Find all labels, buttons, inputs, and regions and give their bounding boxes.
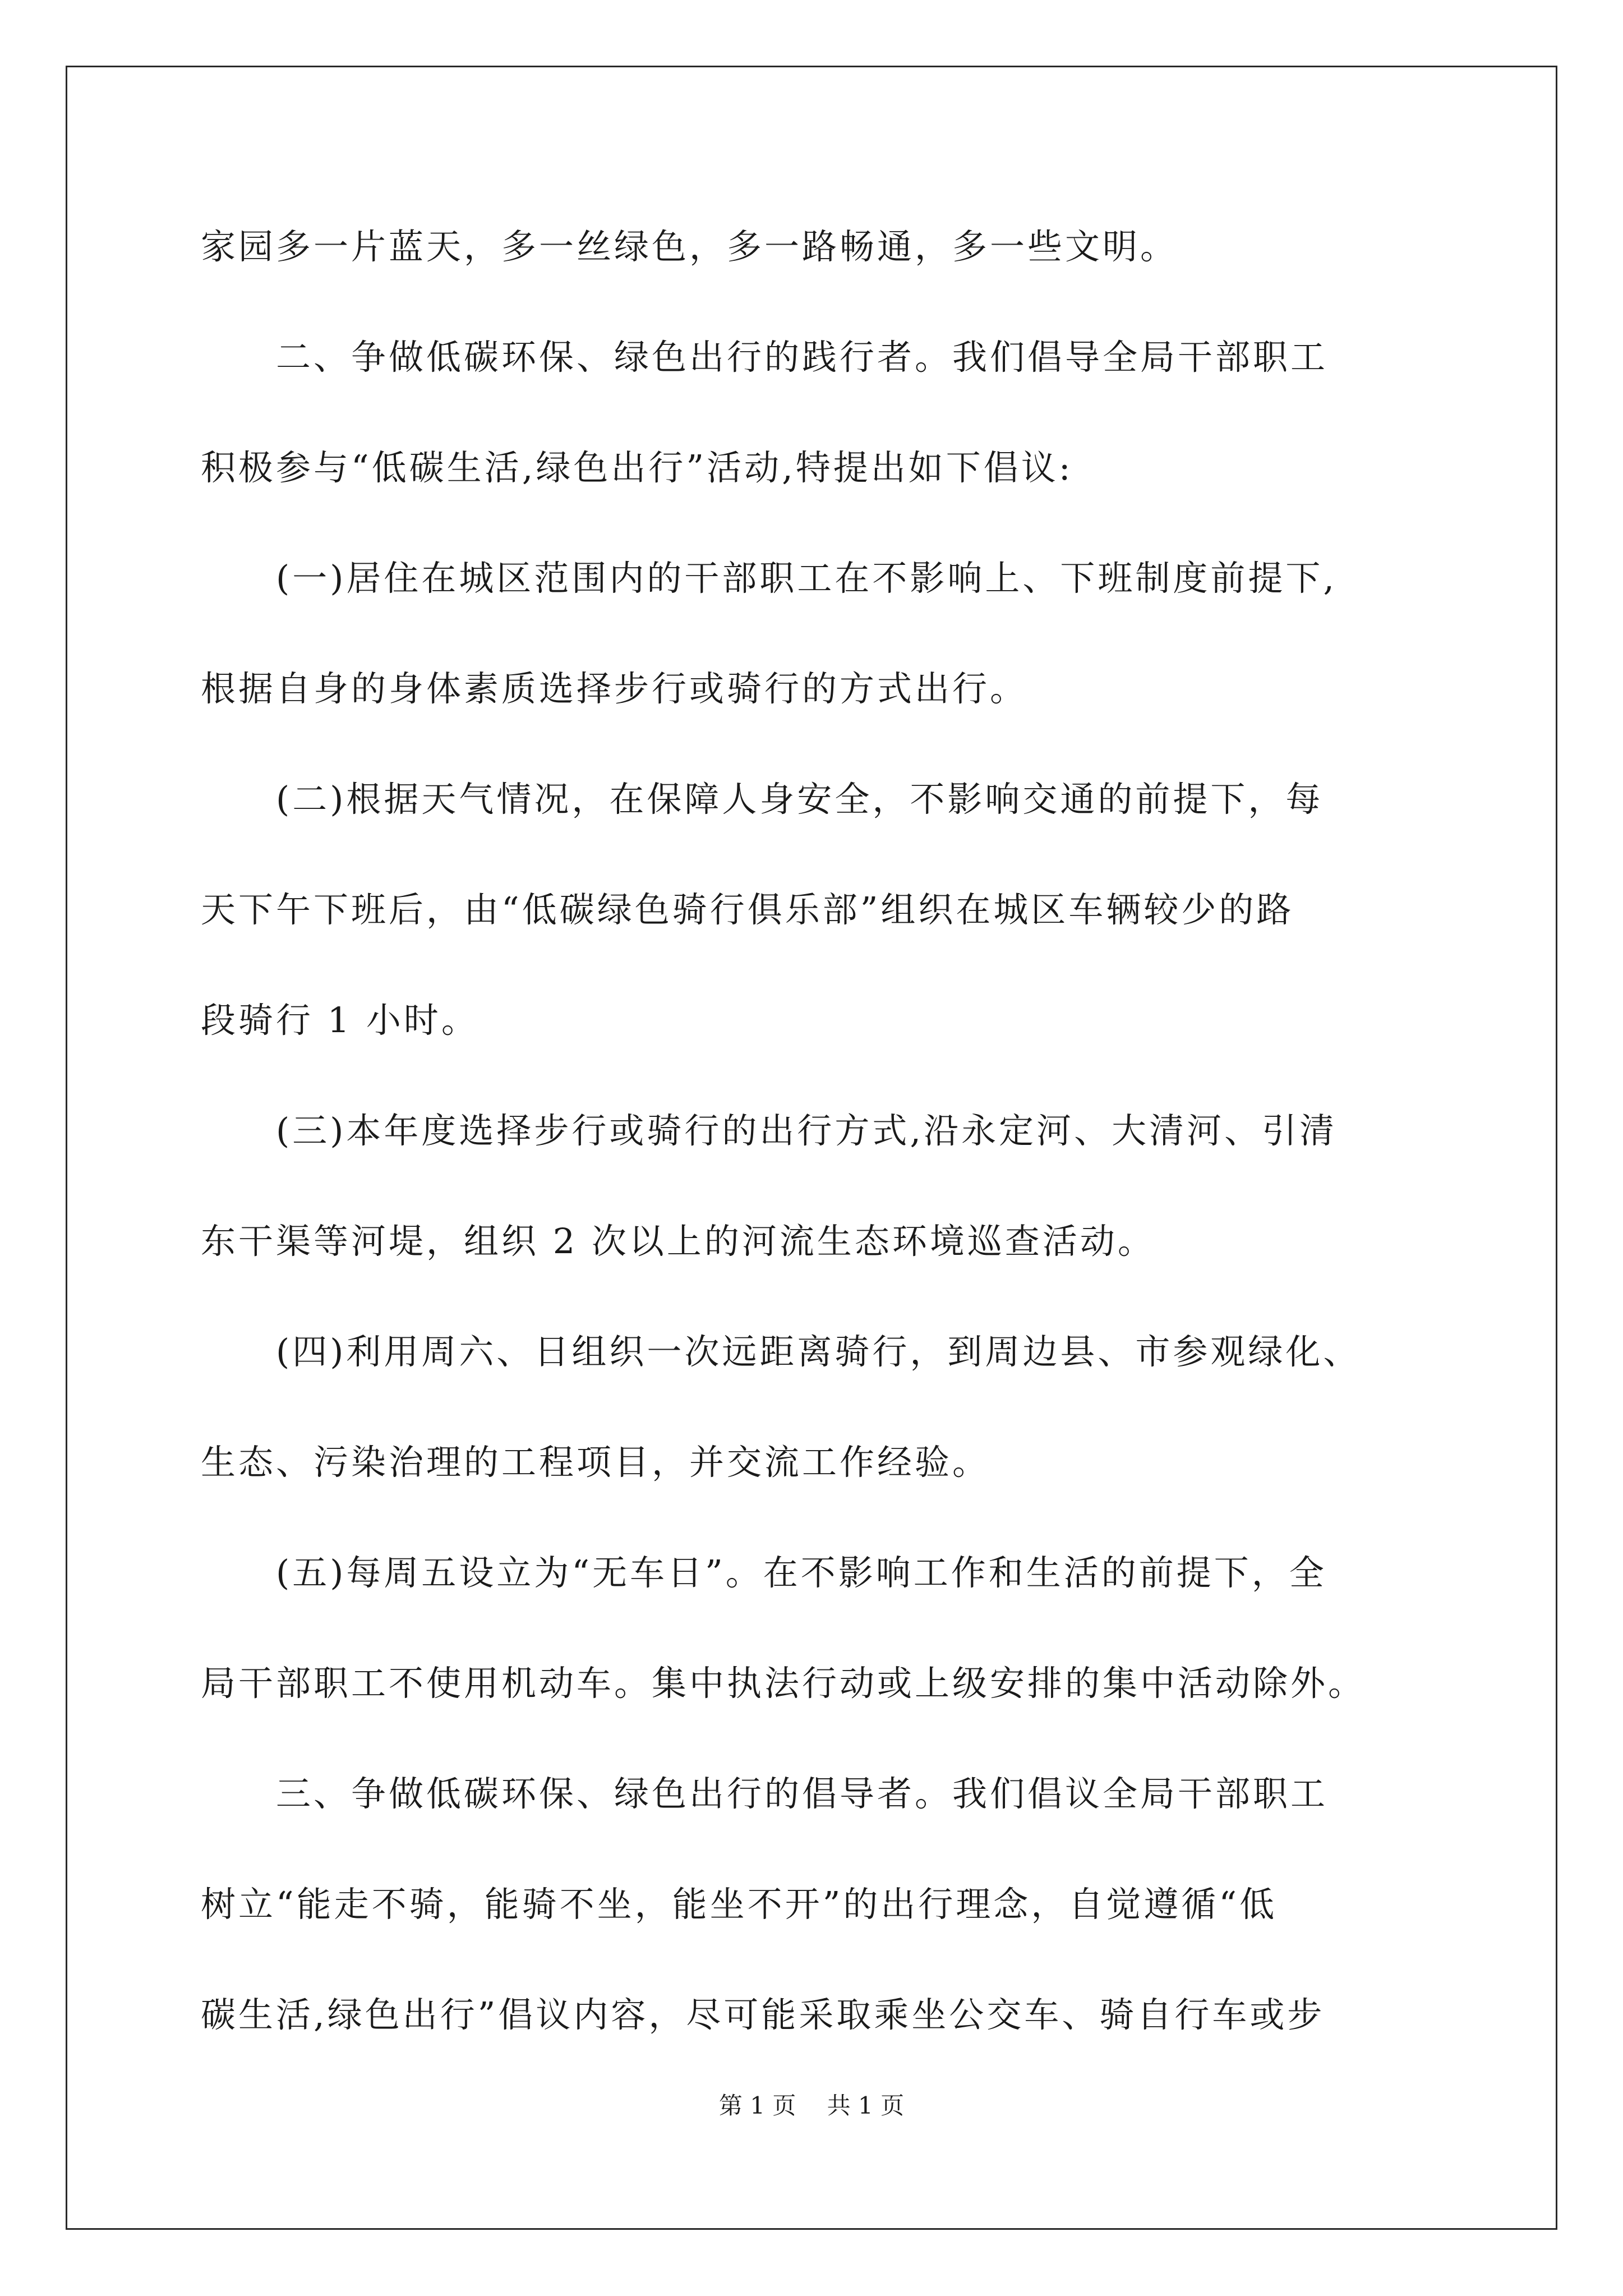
body-line-16: 树立“能走不骑，能骑不坐，能坐不开”的出行理念，自觉遵循“低 <box>201 1884 1278 1925</box>
body-line-10: 东干渠等河堤，组织 2 次以上的河流生态环境巡查活动。 <box>201 1221 1155 1262</box>
body-line-11: (四)利用周六、日组织一次远距离骑行，到周边县、市参观绿化、 <box>201 1331 1361 1372</box>
body-line-5: 根据自身的身体素质选择步行或骑行的方式出行。 <box>201 668 1028 709</box>
body-line-8: 段骑行 1 小时。 <box>201 1000 479 1041</box>
body-line-7: 天下午下班后，由“低碳绿色骑行俱乐部”组织在城区车辆较少的路 <box>201 889 1294 930</box>
body-line-9: (三)本年度选择步行或骑行的出行方式,沿永定河、大清河、引清 <box>201 1110 1338 1151</box>
body-line-17: 碳生活,绿色出行”倡议内容，尽可能采取乘坐公交车、骑自行车或步 <box>201 1994 1325 2035</box>
body-line-6: (二)根据天气情况，在保障人身安全，不影响交通的前提下，每 <box>201 779 1324 820</box>
body-line-15: 三、争做低碳环保、绿色出行的倡导者。我们倡议全局干部职工 <box>201 1773 1329 1814</box>
body-line-3: 积极参与“低碳生活,绿色出行”活动,特提出如下倡议: <box>201 447 1073 488</box>
body-line-2: 二、争做低碳环保、绿色出行的践行者。我们倡导全局干部职工 <box>201 337 1329 378</box>
body-line-12: 生态、污染治理的工程项目，并交流工作经验。 <box>201 1442 990 1483</box>
body-line-1: 家园多一片蓝天，多一丝绿色，多一路畅通，多一些文明。 <box>201 226 1178 267</box>
body-line-13: (五)每周五设立为“无车日”。在不影响工作和生活的前提下，全 <box>201 1552 1327 1593</box>
body-line-4: (一)居住在城区范围内的干部职工在不影响上、下班制度前提下, <box>201 558 1338 599</box>
body-line-14: 局干部职工不使用机动车。集中执法行动或上级安排的集中活动除外。 <box>201 1663 1366 1704</box>
page-number-footer: 第 1 页 共 1 页 <box>718 2092 905 2119</box>
